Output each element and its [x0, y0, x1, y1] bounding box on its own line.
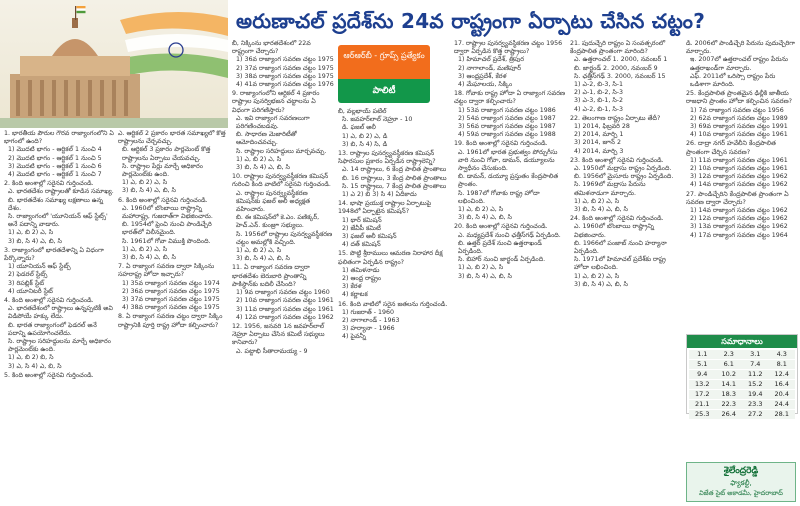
- answer-cell: 18.3: [716, 390, 743, 399]
- question-option: 2) ఎ-1, బి-2, సి-3: [574, 89, 624, 97]
- question-item: [4, 180, 114, 246]
- question-stem: 10. రాష్ట్రాల పునర్వ్యవస్థీకరణ కమిషన్ గురించి కింది వాటిలో సరైనవి గుర్తించండి.: [232, 173, 331, 189]
- question-stem: 21. పుదుచ్చేరి రాష్ట్రం ఏ సంవత్సరంలో కేంద్రపాలిత ప్రాంతంగా మారింది?: [570, 40, 666, 56]
- question-stem: 17. రాష్ట్రాల పునర్వ్యవస్థీకరణ చట్టం 1956 ద్వారా ఏర్పడిన కొత్త రాష్ట్రాలు?: [454, 40, 563, 56]
- question-option: 4) పైవన్నీ: [342, 333, 366, 341]
- question-option: సి. రాజ్యాంగంలో 'యూనియన్ ఆఫ్ స్టేట్స్' అనే పదాన్ని వాడారు.: [8, 213, 108, 229]
- question-option: 4) యూనిటరీ స్టేట్: [8, 287, 53, 295]
- answer-cell: 13.2: [689, 380, 716, 389]
- question-option: 3) బి, సి 4) ఎ, బి, సి: [458, 214, 512, 222]
- question-option: సి. 1956లో రాష్ట్రాల పునర్వ్యవస్థీకరణ చట్టం అమల్లోకి వచ్చింది.: [236, 230, 333, 246]
- question-option: సి. జవహర్‌లాల్ నెహ్రూ - 10: [342, 116, 413, 124]
- question-option: 2) 2014, మార్చి 1: [574, 131, 624, 139]
- question-stem: 2. కింది అంశాల్లో సరైనవి గుర్తించండి.: [4, 180, 94, 188]
- parliament-building-icon: [0, 0, 228, 128]
- question-option: 1) గుజరాత్ - 1960: [342, 308, 395, 316]
- question-option: 3) బి, సి 4) ఎ, బి, సి: [122, 187, 176, 195]
- question-option: బి. ఆర్టికల్ 3 ప్రకారం పార్లమెంట్ కొత్త రాష్ట్రాలను ఏర్పాటు చేయవచ్చు.: [122, 146, 211, 162]
- flag-saffron: [77, 6, 86, 8]
- question-option: 1) 36వ రాజ్యాంగ సవరణ చట్టం 1975: [236, 56, 334, 64]
- question-option: 3) బి, సి 4) ఎ, బి, సి: [122, 254, 176, 262]
- question-stem: 9. రాజ్యాంగంలోని ఆర్టికల్ 4 ప్రకారం రాష్ట్రాల పునర్విభజన చట్టాలను ఏ విధంగా పరిగణిస్తారు?: [232, 90, 320, 114]
- question-column-7: [686, 40, 796, 330]
- question-option: సి. 1961లో గోవా విముక్తి పొందింది.: [122, 237, 211, 245]
- question-stem: 18. గోవాకు రాష్ట్ర హోదా ఏ రాజ్యాంగ సవరణ చట్టం ద్వారా కల్పించారు?: [454, 90, 566, 106]
- question-item: [570, 157, 682, 214]
- answer-cell: 27.2: [742, 410, 769, 419]
- question-option: ఎ. భారతదేశం రాష్ట్రాలతో కూడిన సమాఖ్య.: [8, 188, 114, 196]
- question-option: 4) 12వ రాజ్యాంగ సవరణ చట్టం 1962: [236, 313, 334, 321]
- question-option: ఎ. ఇవి రాజ్యాంగ సవరణలుగా పరిగణించబడవు.: [236, 114, 310, 131]
- question-option: 3) మొదటి భాగం - ఆర్టికల్ 1 నుంచి 6: [8, 162, 102, 170]
- question-option: బి. ఈ కమిషన్‌లో కె.ఎం. పణిక్కర్, హెచ్.ఎన్. కుంజ్రూ సభ్యులు.: [236, 214, 320, 230]
- answer-cell: 16.4: [769, 380, 796, 389]
- question-stem: 13. రాష్ట్రాల పునర్వ్యవస్థీకరణ కమిషన్ సిఫారసుల ప్రకారం ఏర్పడిన రాష్ట్రాలెన్ని?: [338, 150, 436, 166]
- question-stem: 15. పొట్టి శ్రీరాములు ఆమరణ నిరాహార దీక్ష ఫలితంగా ఏర్పడిన రాష్ట్రం?: [338, 250, 443, 266]
- question-item: [232, 40, 334, 89]
- question-option: సి. ఛత్తీస్‌గఢ్ 3. 2000, నవంబర్ 15: [574, 72, 666, 80]
- question-option: 3) బి, సి 4) ఎ, బి, సి: [574, 206, 628, 214]
- answer-key-heading: సమాధానాలు: [687, 335, 797, 348]
- question-option: ఎ. 1950లో మద్రాసు రాష్ట్రం ఏర్పడింది.: [574, 165, 672, 173]
- question-option: 1) ఎ, బి 2) ఎ, సి: [458, 264, 504, 272]
- question-stem: 19. కింది అంశాల్లో సరైనవి గుర్తించండి.: [454, 140, 548, 148]
- question-option: 3) 2014, జూన్ 2: [574, 139, 621, 147]
- question-stem: బీ, వల్లభాయ్ పటేల్: [338, 108, 387, 115]
- question-option: బి. భారత రాజ్యాంగంలో ఫెడరల్ అనే పదాన్ని ఉపయోగించలేదు.: [8, 321, 97, 337]
- question-stem: 7. ఏ రాజ్యాంగ సవరణ ద్వారా సిక్కింను సహరాష్ట్ర హోదా ఇచ్చారు?: [118, 263, 215, 279]
- question-stem: 24. కింది అంశాల్లో సరైనవి గుర్తించండి.: [570, 215, 664, 223]
- question-item: [232, 264, 334, 321]
- question-stem: 20. కింది అంశాల్లో సరైనవి గుర్తించండి.: [454, 223, 548, 231]
- question-stem: 11. ఏ రాజ్యాంగ సవరణ ద్వారా భారతదేశం బెరుబారి ప్రాంతాన్ని పాకిస్థాన్‌కు బదిలీ చేసింది?: [232, 264, 310, 288]
- question-option: 3) ఎ, సి 4) ఎ, బి, సి: [8, 362, 62, 370]
- question-option: డి. ఫజల్ అలీ: [342, 124, 376, 132]
- question-option: సి. 1987లో గోవాకు రాష్ట్ర హోదా లభించింది.: [458, 189, 540, 205]
- question-item: [454, 90, 566, 139]
- question-item: [4, 297, 114, 371]
- question-option: 1) ఎ, బి 2) ఎ, సి: [8, 229, 54, 237]
- question-option: సి. 15 రాష్ట్రాలు, 7 కేంద్ర పాలిత ప్రాంతాలు: [342, 182, 447, 190]
- question-option: బి. డామన్, డయ్యూ ప్రస్తుతం కేంద్రపాలిత ప్రాంతం.: [458, 173, 559, 189]
- answer-cell: 17.2: [689, 390, 716, 399]
- question-stem: 26. దాద్రా నగర్ హవేలీని కేంద్రపాలిత ప్రాంతంగా చేర్చిన సవరణ?: [686, 140, 776, 156]
- answer-cell: 25.3: [689, 410, 716, 419]
- question-item: [4, 372, 114, 380]
- question-stem: 12. 1956, జనవరి 1న జవహర్‌లాల్ నెహ్రూ ఏర్పాటు చేసిన కమిటీ సభ్యులు కానివారు?: [232, 322, 325, 347]
- question-option: 2) 37వ రాజ్యాంగ సవరణ చట్టం 1975: [236, 64, 334, 72]
- question-stem: ఎ. ఆర్టికల్ 2 ప్రకారం భారత సమాఖ్యలో కొత్త రాష్ట్రాలను చేర్చవచ్చు.: [118, 130, 226, 146]
- question-stem: 3. రాజ్యాంగంలో భారతదేశాన్ని ఏ విధంగా పేర్కొన్నారు?: [4, 246, 104, 263]
- question-item: [232, 323, 334, 356]
- question-option: 3) బి, సి 4) ఎ, బి, సి: [8, 237, 62, 245]
- author-byline: [686, 462, 796, 502]
- question-item: [4, 247, 114, 296]
- question-column-4: [338, 108, 450, 502]
- question-stem: 23. కింది అంశాల్లో సరైనవి గుర్తించండి.: [570, 156, 664, 164]
- question-option: 3) రిపబ్లిక్ స్టేట్: [8, 279, 45, 287]
- question-item: [686, 140, 796, 189]
- author-name: శైలేంద్రరెడ్డి: [723, 466, 759, 476]
- question-option: 4) 38వ రాజ్యాంగ సవరణ చట్టం 1975: [122, 304, 220, 312]
- answer-cell: 10.2: [716, 370, 743, 379]
- question-option: బి. 1954లో ఫ్రెంచి నుంచి పాండిచ్చేరి భారత్‌లో విలీనమైంది.: [122, 221, 212, 237]
- question-option: బి. సాధారణ మెజారిటీతో ఆమోదించవచ్చు.: [236, 131, 297, 147]
- question-option: బి. 16 రాష్ట్రాలు, 3 కేంద్ర పాలిత ప్రాంతాలు: [342, 174, 447, 182]
- question-item: [232, 90, 334, 172]
- question-item: [338, 150, 450, 199]
- question-option: ఎ. 1960లో బొంబాయి రాష్ట్రాన్ని విభజించారు.: [574, 223, 655, 239]
- question-option: 4) మొదటి భాగం - ఆర్టికల్ 1 నుంచి 7: [8, 171, 102, 179]
- question-option: 3) కేరళ: [342, 283, 362, 291]
- question-option: 2) 62వ రాజ్యాంగ సవరణ చట్టం 1989: [690, 114, 788, 122]
- question-option: బి. ఉత్తర్ ప్రదేశ్ నుంచి ఉత్తరాఖండ్ ఏర్పడింది.: [458, 239, 542, 256]
- question-column-2: [118, 130, 228, 502]
- question-option: 3) బి, సి 4) ఎ, బి, సి: [458, 272, 512, 280]
- question-option: 4) 59వ రాజ్యాంగ సవరణ చట్టం 1988: [458, 131, 556, 139]
- question-option: 3) 13వ రాజ్యాంగ సవరణ చట్టం 1962: [690, 223, 788, 231]
- question-option: 2) 12వ రాజ్యాంగ సవరణ చట్టం 1962: [690, 215, 788, 223]
- question-option: 1) ఎ, బి 2) బి, సి: [8, 354, 54, 362]
- question-option: 1) 7వ రాజ్యాంగ సవరణ చట్టం 1956: [690, 106, 784, 114]
- question-option: ఇ. 2007లో ఉత్తరాంచల్ రాష్ట్రం పేరును ఉత్తరాఖండ్‌గా మార్చారు.: [690, 56, 788, 72]
- question-item: [686, 90, 796, 139]
- question-option: ఎ. 1961లో భారత ప్రభుత్వం పోర్చుగీసు వారి నుంచి గోవా, డామన్, డయ్యూలను స్వాధీనం చేసుకుంది.: [458, 148, 558, 173]
- question-item: [338, 108, 450, 149]
- answer-key-grid: [687, 348, 797, 421]
- question-option: ఎ. 14 రాష్ట్రాలు, 6 కేంద్ర పాలిత ప్రాంతాలు: [342, 166, 447, 174]
- question-option: 3) 56వ రాజ్యాంగ సవరణ చట్టం 1987: [458, 123, 556, 131]
- question-stem: 27. పాండిచ్చేరిని కేంద్రపాలిత ప్రాంతంగా ఏ సవరణ ద్వారా చేర్చారు?: [686, 190, 789, 206]
- author-role: ఫ్యాకల్టీ,: [730, 479, 752, 487]
- tag-series-label: ఆర్‌ఆర్‌బీ - గ్రూప్స్ ప్రత్యేకం: [338, 45, 430, 79]
- question-stem: 1. భారతీయ పౌరుల గౌరవ రాజ్యాంగంలోని ఏ భాగంలో ఉంది?: [4, 130, 114, 146]
- question-option: సి. 1969లో మద్రాసు పేరును తమిళనాడుగా మార్చారు.: [574, 181, 646, 197]
- question-item: [232, 173, 334, 263]
- question-column-1: [4, 130, 114, 502]
- answer-cell: 26.4: [716, 410, 743, 419]
- question-option: 3) 38వ రాజ్యాంగ సవరణ చట్టం 1975: [236, 72, 334, 80]
- question-column-3: [232, 40, 334, 502]
- question-column-5: [454, 40, 566, 502]
- flag-white: [77, 8, 86, 10]
- question-option: ఎ. 1960లో బొంబాయి రాష్ట్రాన్ని మహారాష్ట్ర, గుజరాత్‌గా విభజించారు.: [122, 204, 213, 221]
- question-option: 1) 14వ రాజ్యాంగ సవరణ చట్టం 1962: [690, 207, 788, 215]
- question-option: 1) ఎ, బి 2) ఎ, సి: [236, 155, 282, 163]
- page-title: అరుణాచల్ ప్రదేశ్‌ను 24వ రాష్ట్రంగా ఏర్పాటు చేసిన చట్టం?: [236, 9, 706, 33]
- question-option: 3) బి, సి 4) ఎ, బి, సి: [574, 280, 628, 288]
- question-option: 2) మొదటి భాగం - ఆర్టికల్ 1 నుంచి 5: [8, 154, 102, 162]
- question-option: 4) 14వ రాజ్యాంగ సవరణ చట్టం 1962: [690, 181, 788, 189]
- question-option: బి. 1966లో పంజాబ్ నుంచి హర్యానా ఏర్పడింది.: [574, 239, 667, 256]
- question-option: 1) ఎ, బి 2) ఎ, డి: [342, 132, 388, 140]
- question-item: [454, 223, 566, 280]
- question-stem: బీ, నిక్కింను భారతదేశంలో 22వ రాష్ట్రంగా చేర్చారు?: [232, 40, 311, 56]
- question-option: 2) ఆంధ్ర రాష్ట్రం: [342, 275, 382, 283]
- question-option: 1) 35వ రాజ్యాంగ సవరణ చట్టం 1974: [122, 279, 220, 287]
- answer-key-box: [686, 334, 798, 418]
- answer-cell: 24.4: [769, 400, 796, 409]
- question-option: 2) నాగాలాండ్, మణిపూర్: [458, 64, 522, 72]
- question-stem: 16. కింది వాటిలో సరైన జతలను గుర్తించండి.: [338, 300, 448, 308]
- question-item: [570, 40, 682, 114]
- question-item: [118, 313, 228, 329]
- question-option: 1) తమిళనాడు: [342, 266, 380, 274]
- question-option: 1) మొదటి భాగం - ఆర్టికల్ 1 నుంచి 4: [8, 146, 102, 154]
- answer-cell: 4.3: [769, 350, 796, 359]
- answer-cell: 7.4: [742, 360, 769, 369]
- question-option: ఎ. రాష్ట్రాల పునర్వ్యవస్థీకరణ కమిషన్‌కు ఫజల్ అలీ అధ్యక్షత వహించారు.: [236, 189, 311, 214]
- question-option: 2) జేవీపీ కమిటీ: [342, 224, 381, 232]
- question-option: 2) నాగాలాండ్ - 1963: [342, 317, 400, 325]
- question-option: 2) ఫెడరల్ స్టేట్స్: [8, 271, 48, 279]
- question-option: 4) మేఘాలయ, సిక్కిం: [458, 81, 513, 89]
- question-item: [338, 200, 450, 249]
- answer-cell: 28.1: [769, 410, 796, 419]
- question-option: 3) బి, సి 4) ఎ, బి, సి: [236, 255, 290, 263]
- question-option: 3) ఆంధ్రప్రదేశ్, కేరళ: [458, 72, 507, 80]
- answer-cell: 1.1: [689, 350, 716, 359]
- question-stem: 8. ఏ రాజ్యాంగ సవరణ చట్టం ద్వారా సిక్కిం రాష్ట్రానికి పూర్తి రాష్ట్ర హోదా కల్పించారు?: [118, 313, 223, 329]
- answer-cell: 22.3: [716, 400, 743, 409]
- question-stem: 14. భాషా ప్రయుక్త రాష్ట్రాల ఏర్పాటుపై 1948లో ఏర్పాటైన కమిషన్?: [338, 200, 432, 216]
- question-item: [338, 250, 450, 299]
- answer-cell: 6.1: [716, 360, 743, 369]
- answer-cell: 12.4: [769, 370, 796, 379]
- question-stem: డి. 2006లో పాండిచ్చేరి పేరును పుదుచ్చేరిగా మార్చారు.: [686, 40, 796, 56]
- question-option: 3) బి, సి 4) సి, డి: [342, 140, 388, 148]
- question-option: 1) ఎ, బి 2) ఎ, సి: [574, 272, 620, 280]
- question-option: 1) 2014, ఫిబ్రవరి 28: [574, 123, 630, 131]
- answer-cell: 9.4: [689, 370, 716, 379]
- question-item: [118, 263, 228, 312]
- question-option: 3) 37వ రాజ్యాంగ సవరణ చట్టం 1975: [122, 296, 220, 304]
- question-option: 2) 36వ రాజ్యాంగ సవరణ చట్టం 1975: [122, 287, 220, 295]
- question-option: బి. భారతదేశం సమాఖ్య లక్షణాలు ఉన్న దేశం.: [8, 196, 104, 212]
- question-option: 3) 12వ రాజ్యాంగ సవరణ చట్టం 1962: [690, 173, 788, 181]
- question-item: [118, 130, 228, 196]
- question-column-6: [570, 40, 682, 502]
- question-option: 4) 10వ రాజ్యాంగ సవరణ చట్టం 1961: [690, 131, 788, 139]
- question-option: 4) 41వ రాజ్యాంగ సవరణ చట్టం 1976: [236, 81, 334, 89]
- question-option: బి. 1956లో మైసూరు రాష్ట్రం ఏర్పడింది.: [574, 173, 674, 181]
- section-tag: [338, 45, 430, 103]
- answer-cell: 5.1: [689, 360, 716, 369]
- question-option: 4) కర్ణాటక: [342, 291, 368, 299]
- question-option: 1) 11వ రాజ్యాంగ సవరణ చట్టం 1961: [690, 156, 788, 164]
- answer-cell: 8.1: [769, 360, 796, 369]
- building-upper: [20, 56, 130, 76]
- answer-cell: 19.4: [742, 390, 769, 399]
- answer-cell: 14.1: [716, 380, 743, 389]
- question-item: [454, 40, 566, 89]
- question-option: బి. జార్ఖండ్ 2. 2000, నవంబర్ 9: [574, 64, 658, 72]
- answer-cell: 3.1: [742, 350, 769, 359]
- flag-pole: [75, 6, 76, 20]
- question-option: ఎఫ్. 2011లో ఒరిస్సా రాష్ట్రం పేరు ఒడిశాగా మారింది.: [690, 72, 776, 89]
- question-option: 4) 2014, మార్చి 3: [574, 147, 624, 155]
- question-option: 3) బి, సి 4) ఎ, బి, సి: [236, 164, 290, 172]
- answer-cell: 20.4: [769, 390, 796, 399]
- building-dome: [52, 39, 98, 56]
- question-item: [686, 191, 796, 240]
- question-option: 1) ఎ, బి 2) ఎ, సి: [236, 247, 282, 255]
- question-item: [570, 115, 682, 156]
- question-option: 1) యూనియన్ ఆఫ్ స్టేట్స్: [8, 263, 71, 271]
- question-option: సి. 1971లో హిమాచల్ ప్రదేశ్‌కు రాష్ట్ర హోదా లభించింది.: [574, 256, 666, 272]
- question-option: 1) 53వ రాజ్యాంగ సవరణ చట్టం 1986: [458, 106, 556, 114]
- question-stem: 5. కింది అంశాల్లో సరైనవి గుర్తించండి.: [4, 371, 94, 379]
- question-stem: 4. కింది అంశాల్లో సరైనవి గుర్తించండి.: [4, 297, 94, 305]
- question-option: సి. రాష్ట్రాల పేర్లు మార్చే అధికారం పార్లమెంట్‌కు ఉంది.: [122, 162, 203, 179]
- question-option: 4) 17వ రాజ్యాంగ సవరణ చట్టం 1964: [690, 231, 788, 239]
- parliament-illustration: [0, 0, 228, 128]
- question-option: 1) థార్ కమిషన్: [342, 216, 382, 224]
- answer-cell: 2.3: [716, 350, 743, 359]
- question-option: 1) ఎ 2) బి 3) సి 4) ఏదీకాదు: [342, 191, 417, 199]
- question-option: 2) 10వ రాజ్యాంగ సవరణ చట్టం 1961: [236, 297, 334, 305]
- answer-cell: 15.2: [742, 380, 769, 389]
- answer-cell: 21.1: [689, 400, 716, 409]
- author-organization: విజేత సైట్ అకాడమీ, హైదరాబాద్: [699, 489, 783, 497]
- question-option: 3) హర్యానా - 1966: [342, 325, 395, 333]
- lawn-ground: [0, 118, 228, 128]
- question-option: సి. బిహార్ నుంచి జార్ఖండ్ ఏర్పడింది.: [458, 256, 546, 264]
- question-option: 1) ఎ, బి 2) ఎ, సి: [122, 179, 168, 187]
- saffron-swoosh: [120, 12, 228, 36]
- answer-cell: 23.3: [742, 400, 769, 409]
- question-item: [4, 130, 114, 179]
- question-option: ఎ. ఉత్తరాంచల్ 1. 2000, నవంబర్ 1: [574, 56, 668, 64]
- question-option: ఎ. పట్టాభి సీతారామయ్య - 9: [236, 347, 308, 355]
- question-item: [686, 40, 796, 89]
- question-option: 1) ఎ-2, బి-3, సి-1: [574, 81, 624, 89]
- question-option: 1) ఎ, బి 2) ఎ, సి: [122, 245, 168, 253]
- question-option: సి. రాష్ట్రాల సరిహద్దులను మార్చే అధికారం పార్లమెంట్‌కు ఉంది.: [8, 338, 111, 354]
- flag-green: [77, 11, 86, 13]
- question-option: 4) ఎ-2, బి-1, సి-3: [574, 105, 624, 113]
- question-option: ఎ. భారతదేశంలో రాష్ట్రాలు ఉన్నప్పటికీ అవి విడిపోయే హక్కు లేదు.: [8, 305, 113, 321]
- question-item: [118, 197, 228, 263]
- question-option: ఎ. మధ్యప్రదేశ్ నుంచి ఛత్తీస్‌గఢ్ ఏర్పడింది.: [458, 231, 561, 239]
- question-option: 3) ఫజల్ అలీ కమిషన్: [342, 233, 397, 241]
- question-option: 1) 9వ రాజ్యాంగ సవరణ చట్టం 1960: [236, 289, 330, 297]
- answer-cell: 11.2: [742, 370, 769, 379]
- question-option: 1) ఎ, బి 2) ఎ, సి: [458, 206, 504, 214]
- question-option: 4) దత్ కమిషన్: [342, 241, 381, 249]
- question-option: 3) ఎ-3, బి-1, సి-2: [574, 97, 624, 105]
- question-option: 1) ఎ, బి 2) ఎ, సి: [574, 197, 620, 205]
- question-item: [454, 140, 566, 222]
- question-item: [570, 215, 682, 289]
- question-stem: 25. కేంద్రపాలిత ప్రాంతమైన ఢిల్లీకి జాతీయ రాజధాని ప్రాంతం హోదా కల్పించిన సవరణ?: [686, 90, 792, 106]
- question-option: 2) 54వ రాజ్యాంగ సవరణ చట్టం 1987: [458, 114, 556, 122]
- question-item: [338, 301, 450, 342]
- tag-subject-label: పాలిటీ: [338, 79, 430, 103]
- question-option: 3) 11వ రాజ్యాంగ సవరణ చట్టం 1961: [236, 305, 334, 313]
- question-option: 3) 69వ రాజ్యాంగ సవరణ చట్టం 1991: [690, 123, 788, 131]
- question-option: సి. రాష్ట్రాల సరిహద్దులు మార్చవచ్చు.: [236, 147, 327, 155]
- question-stem: 22. తెలంగాణ రాష్ట్రం ఏర్పాటు తేదీ?: [570, 114, 661, 122]
- question-option: 2) 10వ రాజ్యాంగ సవరణ చట్టం 1961: [690, 165, 788, 173]
- question-stem: 6. కింది అంశాల్లో సరైనవి గుర్తించండి.: [118, 196, 208, 204]
- question-option: 1) హిమాచల్ ప్రదేశ్, త్రిపుర: [458, 56, 525, 64]
